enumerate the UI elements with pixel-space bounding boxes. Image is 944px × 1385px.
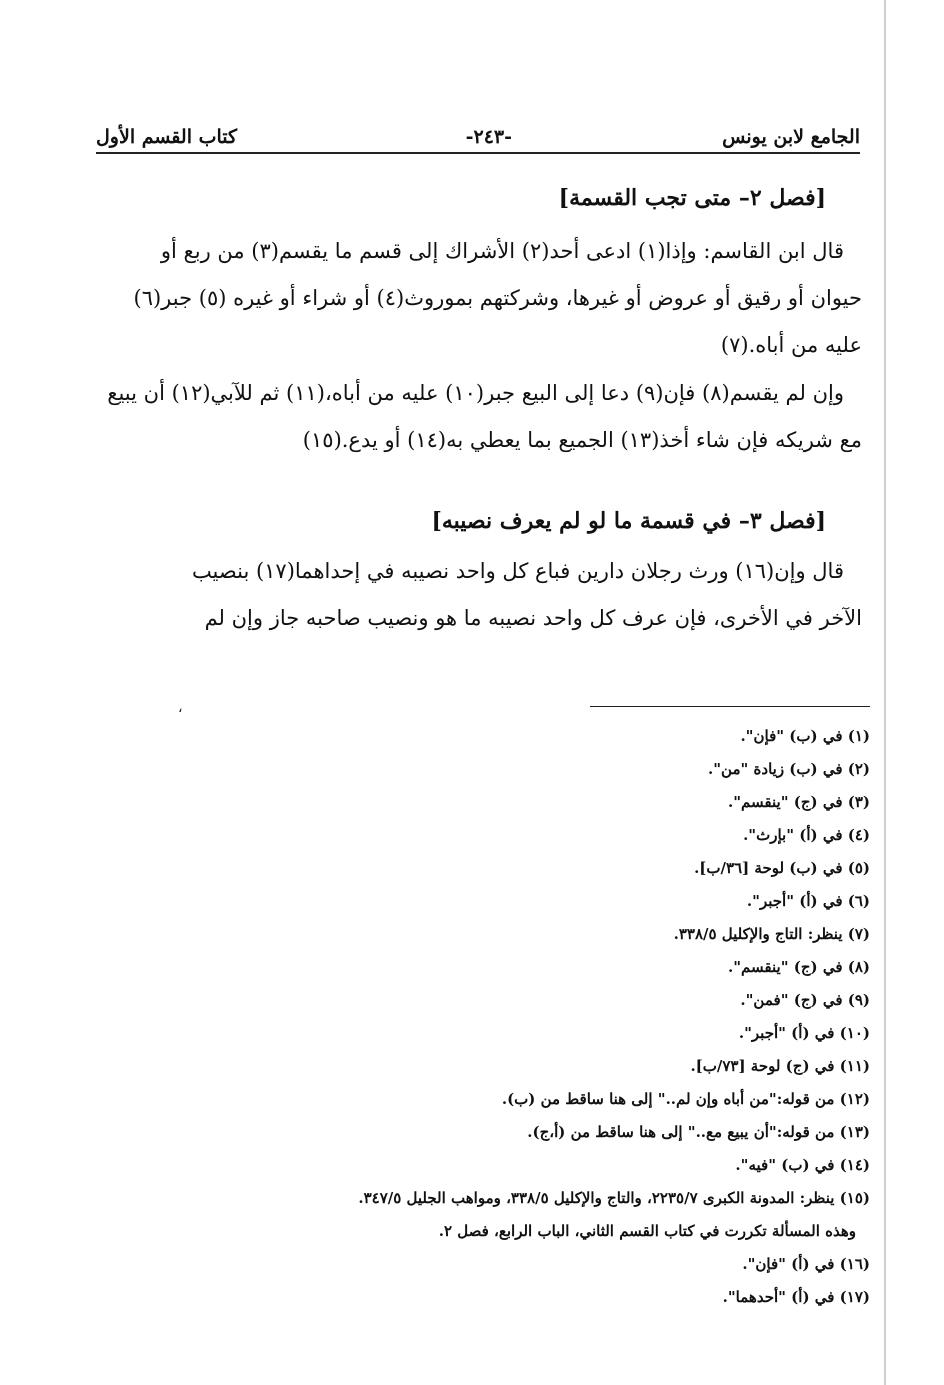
page-header	[96, 120, 860, 154]
book-title: الجامع لابن يونس	[722, 126, 860, 148]
paragraph-2	[96, 370, 862, 464]
footnote: (٧) ينظر: التاج والإكليل ٣٣٨/٥.	[673, 925, 870, 943]
footnote: (٢) في (ب) زيادة "من".	[708, 760, 870, 778]
footnote: (١) في (ب) "فإن".	[740, 727, 870, 745]
footnote-continuation: وهذه المسألة تكررت في كتاب القسم الثاني، الباب الرابع، فصل ٢.	[438, 1222, 856, 1240]
header-rule	[96, 152, 860, 154]
footnote: (٨) في (ج) "ينقسم".	[728, 958, 870, 976]
footnote: (١٥) ينظر: المدونة الكبرى ٢٢٣٥/٧، والتاج والإكليل ٣٣٨/٥، ومواهب الجليل ٣٤٧/٥.	[358, 1189, 870, 1207]
paragraph-3	[96, 548, 862, 642]
footnote: (٦) في (أ) "أجبر".	[746, 892, 870, 910]
footnote: (٤) في (أ) "بإرث".	[743, 826, 870, 844]
chapter-title: كتاب القسم الأول	[96, 126, 238, 148]
footnote: (٣) في (ج) "ينقسم".	[728, 793, 870, 811]
paragraph-line: قال ابن القاسم: وإذا(١) ادعى أحد(٢) الأشراك إلى قسم ما يقسم(٣) من ربع أو	[160, 239, 844, 263]
footnote: (١٦) في (أ) "فإن".	[742, 1255, 870, 1273]
footnote: (١٣) من قوله:"أن يبيع مع.." إلى هنا ساقط من (أ،ج).	[527, 1123, 870, 1141]
paragraph-1	[96, 228, 862, 369]
paragraph-line: عليه من أباه.(٧)	[720, 333, 862, 357]
footnote: (١٤) في (ب) "فيه".	[735, 1156, 870, 1174]
stray-mark: ،	[178, 700, 183, 716]
page-number: -٢٤٣-	[465, 126, 512, 148]
paragraph-line: حيوان أو رقيق أو عروض أو غيرها، وشركتهم بموروث(٤) أو شراء أو غيره (٥) جبر(٦)	[133, 286, 862, 310]
section-heading-3: [فصل ٣– في قسمة ما لو لم يعرف نصيبه]	[431, 508, 826, 534]
paragraph-line: الآخر في الأخرى، فإن عرف كل واحد نصيبه ما هو ونصيب صاحبه جاز وإن لم	[204, 606, 862, 630]
paragraph-line: وإن لم يقسم(٨) فإن(٩) دعا إلى البيع جبر(١٠) عليه من أباه،(١١) ثم للآبي(١٢) أن يبيع	[107, 381, 844, 405]
paragraph-line: قال وإن(١٦) ورث رجلان دارين فباع كل واحد نصيبه في إحداهما(١٧) بنصيب	[191, 559, 844, 583]
section-heading-2: [فصل ٢– متى تجب القسمة]	[558, 185, 826, 211]
footnote: (٩) في (ج) "فمن".	[740, 991, 870, 1009]
footnote: (١٢) من قوله:"من أباه وإن لم.." إلى هنا ساقط من (ب).	[501, 1090, 870, 1108]
footnote: (١٧) في (أ) "أحدهما".	[722, 1288, 870, 1306]
footnote-rule	[590, 706, 870, 707]
footnote: (٥) في (ب) لوحة [٣٦/ب].	[694, 859, 870, 877]
footnote: (١١) في (ج) لوحة [٧٣/ب].	[690, 1057, 870, 1075]
page-edge	[884, 0, 886, 1385]
footnote: (١٠) في (أ) "أجبر".	[738, 1024, 870, 1042]
paragraph-line: مع شريكه فإن شاء أخذ(١٣) الجميع بما يعطي به(١٤) أو يدع.(١٥)	[302, 428, 862, 452]
footnotes	[170, 720, 870, 1314]
